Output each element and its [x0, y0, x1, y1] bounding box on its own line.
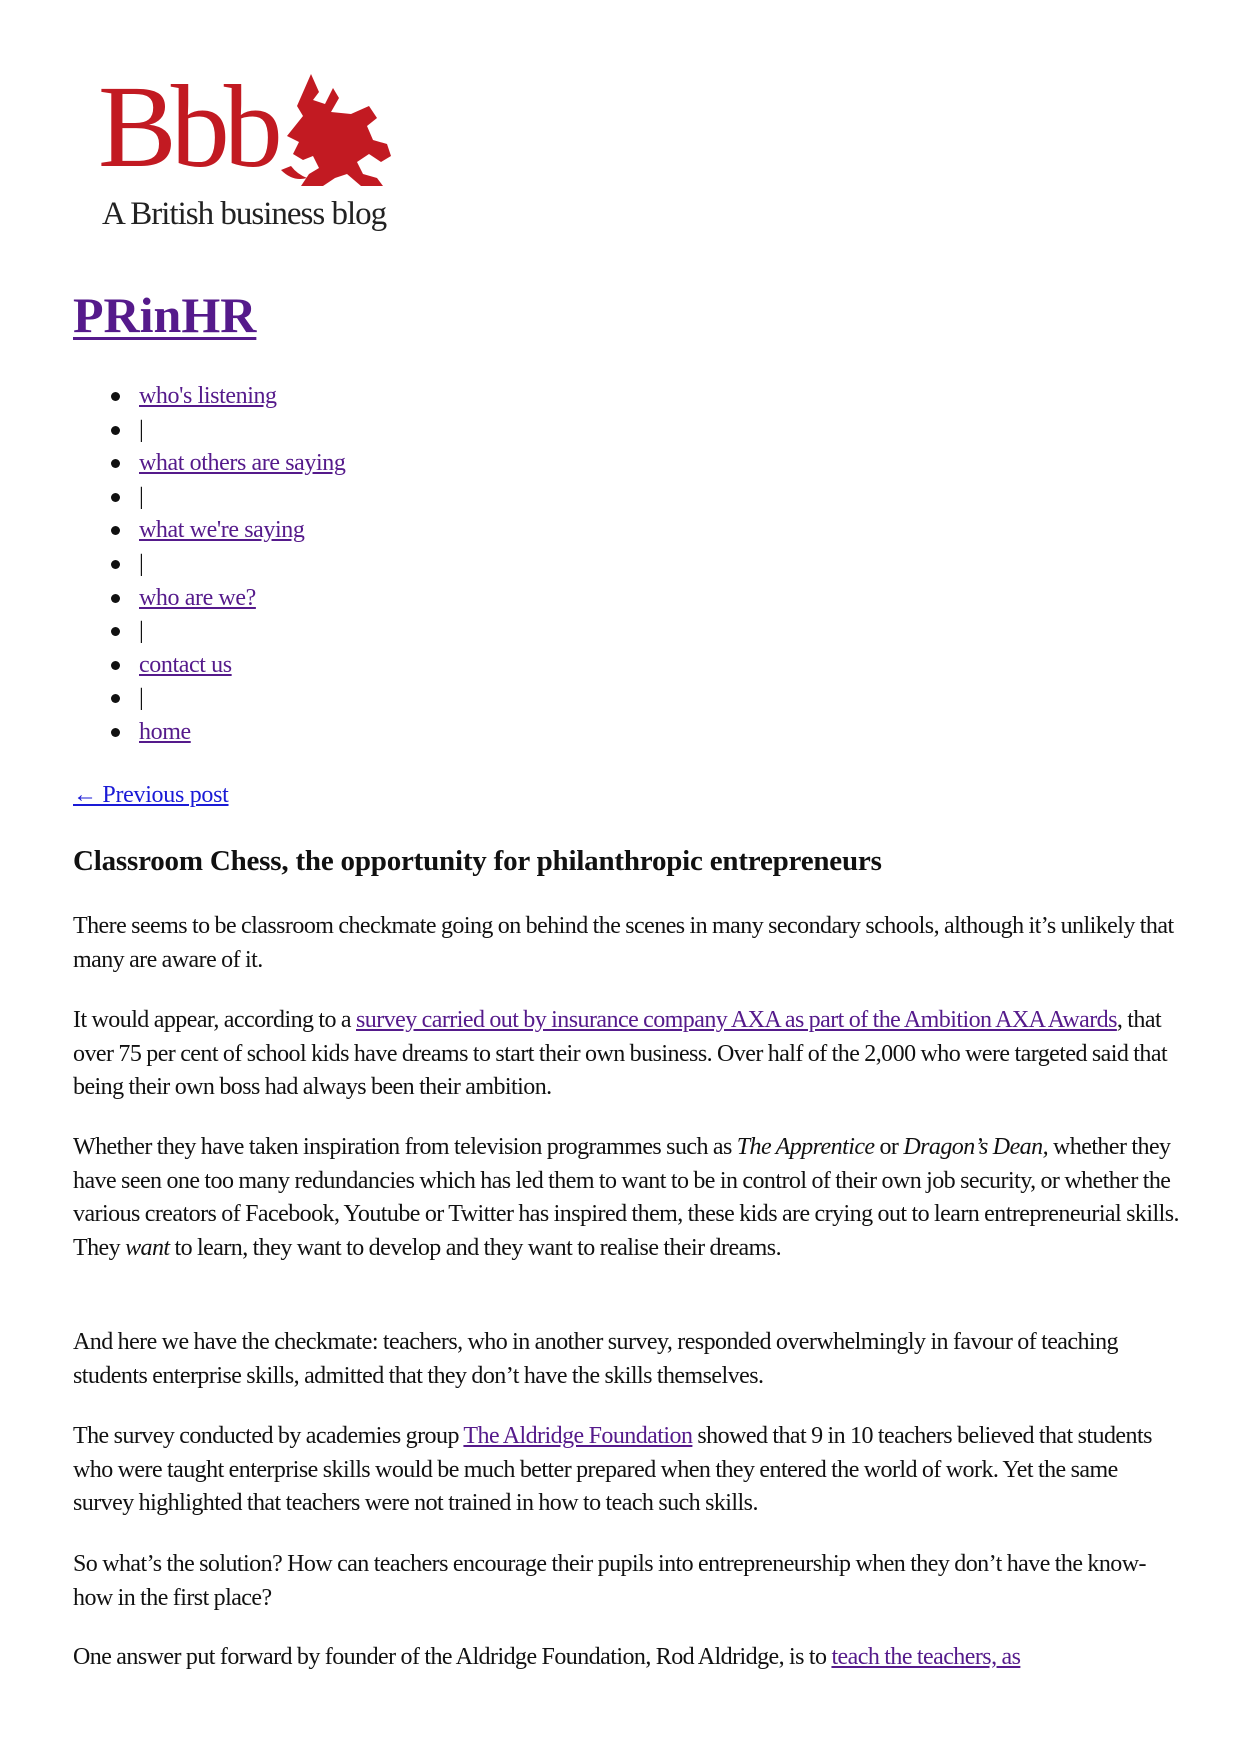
post-paragraph-6: So what’s the solution? How can teachers encourage their pupils into entrepreneurship when they don’t have the know-how in the first place? — [73, 1551, 1146, 1611]
nav-item-what-others-are-saying — [73, 447, 345, 481]
nav-separator-text: | — [139, 416, 144, 443]
nav-item-contact-us — [73, 649, 345, 683]
post-paragraph-7 — [73, 1641, 1183, 1675]
nav-separator-text: | — [139, 550, 144, 577]
paragraph-text: The survey conducted by academies group — [73, 1423, 464, 1449]
griffin-icon — [273, 70, 398, 188]
nav-link-what-others-are-saying[interactable]: what others are saying — [139, 450, 346, 477]
nav-item-whos-listening — [73, 380, 345, 414]
nav-separator — [73, 481, 345, 515]
paragraph-text: whether they have seen one too many redundancies which has led them to want to be in control of their own job security, or whether the various creators of Facebook, Youtube or Twitter has inspired them, these kids are crying out to learn entrepreneurial skills. They — [73, 1134, 1179, 1261]
post-paragraph-2 — [73, 1004, 1183, 1105]
nav-item-what-were-saying — [73, 514, 345, 548]
post-title: Classroom Chess, the opportunity for philanthropic entrepreneurs — [73, 845, 882, 877]
nav-link-who-are-we[interactable]: who are we? — [139, 584, 256, 611]
logo-wordmark: Bbb — [98, 61, 277, 192]
paragraph-text: It would appear, according to a — [73, 1007, 356, 1033]
nav-separator — [73, 548, 345, 582]
nav-link-what-were-saying[interactable]: what we're saying — [139, 517, 305, 544]
post-paragraph-4: And here we have the checkmate: teachers, who in another survey, responded overwhelmingly in favour of teaching students enterprise skills, admitted that they don’t have the skills themselves. — [73, 1329, 1118, 1389]
paragraph-emphasis: The Apprentice — [736, 1134, 875, 1160]
nav-separator-text: | — [139, 483, 144, 510]
post-paragraph-3 — [73, 1131, 1183, 1265]
nav-separator-text: | — [139, 685, 144, 712]
axa-survey-link[interactable]: survey carried out by insurance company AXA as part of the Ambition AXA Awards — [356, 1007, 1117, 1033]
nav-separator-text: | — [139, 618, 144, 645]
paragraph-emphasis: want — [125, 1234, 170, 1261]
logo[interactable] — [98, 61, 398, 243]
previous-post-link[interactable]: ← Previous post — [73, 782, 229, 808]
nav-menu — [73, 380, 345, 750]
nav-link-contact-us[interactable]: contact us — [139, 651, 232, 678]
teach-the-teachers-link[interactable]: teach the teachers, as — [831, 1644, 1021, 1670]
paragraph-emphasis: Dragon’s Dean, — [903, 1134, 1049, 1160]
paragraph-text: showed that 9 in 10 teachers believed that students who were taught enterprise skills would be much better prepared when they entered the world of work. Yet the same survey highlighted that teachers were not trained in how to teach such skills. — [73, 1423, 1152, 1517]
site-title-link[interactable]: PRinHR — [73, 287, 257, 343]
paragraph-text: or — [874, 1134, 904, 1160]
nav-item-who-are-we — [73, 582, 345, 616]
nav-separator — [73, 414, 345, 448]
paragraph-text: One answer put forward by founder of the Aldridge Foundation, Rod Aldridge, is to — [73, 1644, 832, 1670]
nav-item-home — [73, 716, 345, 750]
nav-separator — [73, 682, 345, 716]
paragraph-text: , that over 75 per cent of school kids have dreams to start their own business. Over half of the 2,000 who were targeted said that being their own boss had always been their ambition. — [73, 1007, 1168, 1101]
paragraph-text: to learn, they want to develop and they want to realise their dreams. — [169, 1234, 782, 1261]
site-title — [73, 287, 257, 343]
post-paragraph-1: There seems to be classroom checkmate going on behind the scenes in many secondary schools, although it’s unlikely that many are aware of it. — [73, 913, 1174, 973]
paragraph-text: Whether they have taken inspiration from television programmes such as — [73, 1134, 737, 1160]
post-paragraph-5 — [73, 1420, 1183, 1521]
logo-tagline: A British business blog — [102, 196, 387, 232]
nav-link-whos-listening[interactable]: who's listening — [139, 383, 277, 409]
nav-separator — [73, 615, 345, 649]
aldridge-foundation-link[interactable]: The Aldridge Foundation — [463, 1423, 693, 1449]
nav-link-home[interactable]: home — [139, 718, 191, 745]
